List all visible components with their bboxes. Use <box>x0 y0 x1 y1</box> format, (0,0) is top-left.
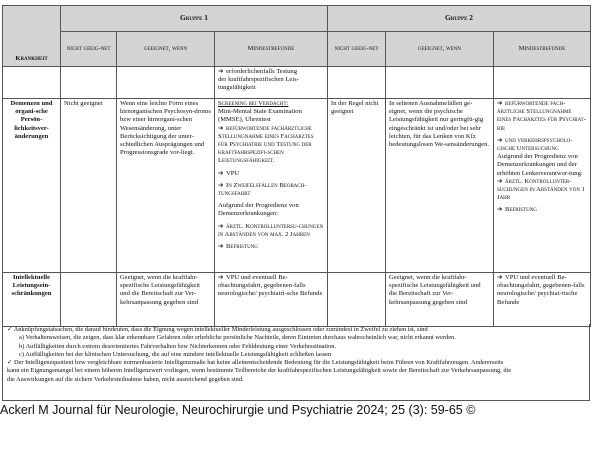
demenz-g2-geeignet: In seltenen Ausnahmefällen ge-eignet, wenn die psychische Leistungsfähigkeit nur geringfü-gig eingeschränkt ist und/oder bei sehr leichten, für das Lenken von Kfz bedeutungslosen We-sensänderungen. <box>386 99 494 273</box>
header-g2-mindestbefunde: Mindestbefunde <box>494 32 591 67</box>
row-label-demenz: Demenzen und organi-sche Persön-lichkeitsver-änderungen <box>3 99 61 273</box>
table-row <box>3 273 591 327</box>
header-group-2: Gruppe 2 <box>328 6 591 32</box>
continuation-g1-mindest: ➔ erforderlichenfalls Testung der kraftfahrspezifischen Leis- tungsfähigkeit <box>215 67 328 99</box>
note-line: a) Verhaltensweisen, die zeigen, dass klar erkennbare Gefahren oder erhebliche persönliche Nachteile, deren Eintreten durchaus wahrscheinlich war, nicht erkannt werden. <box>19 334 456 342</box>
header-g2-geeignet-wenn: geeignet, wenn <box>386 32 494 67</box>
header-krankheit: Krankheit <box>3 6 61 67</box>
demenz-g2-nicht: In der Regel nicht geeignet <box>328 99 386 273</box>
eignung-table <box>2 5 591 327</box>
header-g1-geeignet-wenn: geeignet, wenn <box>117 32 215 67</box>
demenz-g2-mindest: ➔ befürwortende fach-ärztliche Stellungnahme eines Facharztes für Psychiat-rie ➔ und verkehrspsycholo-gische Untersuchung Aufgrund der Progredienz von Demenzerkrankungen und der erhöhten Lenkerverantwor-tung: ➔ ärztl. Kontrollunter-suchungen in Abständen von 1 Jahr ➔ Befristung <box>494 99 591 273</box>
note-line: kann ein Eignungsmangel bei einem höheren Intelligenzwert vorliegen, wenn bestimmte Teilbereiche der kraftfahrspezifischen Leistungsfähigkeit sowie der Bereitschaft zur Verkehrsanpassung, die <box>7 367 512 375</box>
row-label-intellekt: Intellektuelle Leistungsein-schränkungen <box>3 273 61 327</box>
header-group-1: Gruppe 1 <box>61 6 328 32</box>
header-g1-mindestbefunde: Mindestbefunde <box>215 32 328 67</box>
table-row <box>3 67 591 99</box>
header-g1-nicht-geeignet: nicht geeig-net <box>61 32 117 67</box>
intellekt-g2-geeignet: Geeignet, wenn die kraftfahr-spezifische Leistungsfähigkeit und die Bereitschaft zur Ver-kehrsanpassung gegeben sind <box>386 273 494 327</box>
note-line: b) Auffälligkeiten durch extrem desorientiertes Fahrverhalten bzw Nichterkennen oder Fehldeutung einer Verkehrssituation. <box>19 342 337 350</box>
intellekt-g1-geeignet: Geeignet, wenn die kraftfahr-spezifische Leistungsfähigkeit und die Bereitschaft zur Ver-kehrsanpassung gegeben sind <box>117 273 215 327</box>
note-line: ✓ Der Intelligenzquotient bzw vergleichbare normenbasierte Intelligenzmaße hat keine alleinentscheidende Bedeutung für die Leistungsfähigkeit beim Führen von Kraftfahrzeugen. Andererseits <box>7 359 504 367</box>
citation-caption: Ackerl M Journal für Neurologie, Neurochirurgie und Psychiatrie 2024; 25 (3): 59-65 © <box>0 403 476 417</box>
intellekt-g2-mindest: ➔ VPU und eventuell Be-obachtungsfahrt, gegebenen-falls neurologische/ psychiat-rische Befunde <box>494 273 591 327</box>
demenz-g1-nicht: Nicht geeignet <box>61 99 117 273</box>
table-footnotes <box>2 324 590 401</box>
header-g2-nicht-geeignet: nicht geeig-net <box>328 32 386 67</box>
note-line: die Auswirkungen auf die sichere Verkehrsteilnahme haben, nicht ausreichend gegeben sind. <box>7 375 244 383</box>
intellekt-g1-mindest: ➔ VPU und eventuell Be-obachtungsfahrt, gegebenen-falls neurologische/ psychiatri-sche Befunde <box>215 273 328 327</box>
note-line: c) Auffälligkeiten bei der klinischen Untersuchung, die auf eine mindere intellektuelle Leistungsfähigkeit schließen lassen <box>19 350 332 358</box>
table-row <box>3 99 591 273</box>
demenz-g1-geeignet: Wenn eine leichte Form eines hirnorganischen Psychosyn-droms bzw einer hirnorgani-schen Wesensänderung, unter Berücksichtigung der unter-schiedlichen Ausprägungen und Progressionsgrade vor-liegt. <box>117 99 215 273</box>
note-line: ✓ Anknüpfungstatsachen, die darauf hindeuten, dass die Eignung wegen intellektueller Minderleistung ausgeschlossen oder zumindest in Zweifel zu ziehen ist, sind <box>7 326 428 333</box>
demenz-g1-mindest: Screening bei Verdacht: Mini-Mental State Examination (MMSE), Uhrentest ➔ befürwortende fachärztliche Stellungnahme eines Facharztes für Psychiatrie und Testung der kraftfahrspezifi-schen Leistungsfähigkeit. ➔ VPU ➔ In Zweifelsfällen Beobach-tungsfahrt Aufgrund der Progredienz von Demenzerkrankungen: ➔ ärztl. Kontrolluntersu-chungen in Abständen von max. 2 Jahren ➔ Befristung <box>215 99 328 273</box>
